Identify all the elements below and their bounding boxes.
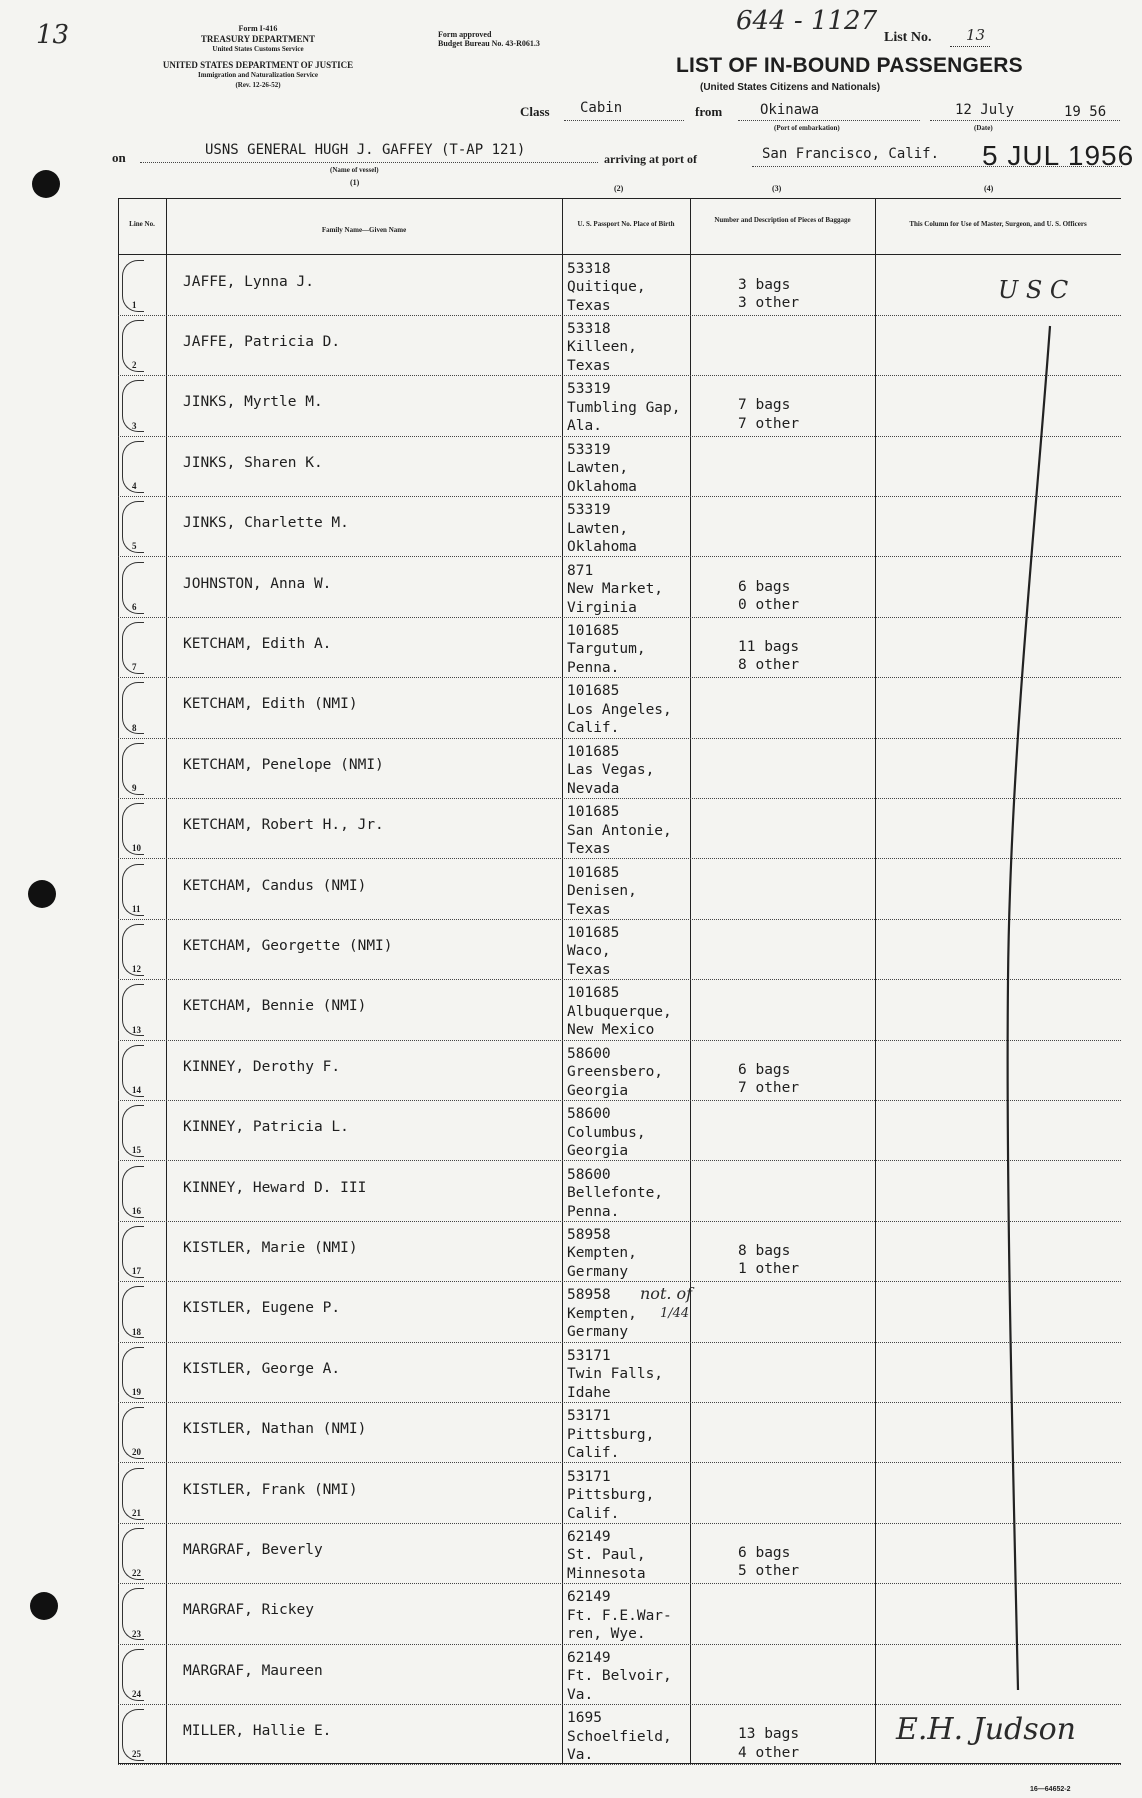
birthplace-line: Georgia <box>567 1082 629 1099</box>
baggage-line: 7 bags <box>738 397 791 414</box>
immigration-service: Immigration and Naturalization Service <box>198 71 318 79</box>
line-number: 22 <box>132 1568 141 1579</box>
from-label: from <box>695 104 723 119</box>
handwritten-note-row-18b: 1/44 <box>660 1306 690 1321</box>
baggage-line: 11 bags <box>738 638 800 655</box>
birthplace-line: Calif. <box>567 1445 620 1462</box>
passport-number: 101685 <box>567 743 620 760</box>
passenger-name: KETCHAM, Edith A. <box>183 635 332 652</box>
line-number: 7 <box>132 662 137 673</box>
document-title: LIST OF IN-BOUND PASSENGERS <box>676 54 1023 77</box>
passport-number: 1695 <box>567 1710 602 1727</box>
document-subtitle: (United States Citizens and Nationals) <box>700 82 881 93</box>
passenger-name: MILLER, Hallie E. <box>183 1723 332 1740</box>
birthplace-line: Ft. Belvoir, <box>567 1668 672 1685</box>
birthplace-line: Pittsburg, <box>567 1426 655 1443</box>
birthplace-line: Penna. <box>567 1203 620 1220</box>
header-officers: This Column for Use of Master, Surgeon, and U. S. Officers <box>909 220 1087 228</box>
form-number: Form I-416 <box>238 24 278 33</box>
class-label: Class <box>520 104 550 119</box>
line-number: 2 <box>132 360 137 371</box>
birthplace-line: Oklahoma <box>567 478 637 495</box>
baggage-line: 4 other <box>738 1744 800 1761</box>
officer-signature: E.H. Judson <box>896 1712 1076 1747</box>
baggage-line: 0 other <box>738 597 800 613</box>
handwritten-file-number: 644 - 1127 <box>736 6 878 36</box>
line-number: 8 <box>132 722 137 733</box>
column-number-3: (3) <box>772 184 782 193</box>
department-of-justice: UNITED STATES DEPARTMENT OF JUSTICE <box>162 60 354 70</box>
vessel-name: USNS GENERAL HUGH J. GAFFEY (T-AP 121) <box>205 142 526 158</box>
birthplace-line: St. Paul, <box>567 1547 646 1564</box>
passenger-name: KINNEY, Derothy F. <box>183 1058 341 1075</box>
arriving-label: arriving at port of <box>604 152 697 166</box>
handwritten-usc: U S C <box>998 276 1069 304</box>
baggage-line: 6 bags <box>738 578 791 595</box>
line-number: 20 <box>132 1447 141 1458</box>
birthplace-line: Greensbero, <box>567 1064 664 1081</box>
birthplace-line: Albuquerque, <box>567 1003 672 1020</box>
header-passport: U. S. Passport No. Place of Birth <box>577 220 675 228</box>
date-value: 12 July <box>955 102 1015 118</box>
line-number: 15 <box>132 1145 141 1156</box>
birthplace-line: Texas <box>567 961 611 978</box>
birthplace-line: Va. <box>567 1747 594 1764</box>
passenger-name: KETCHAM, Georgette (NMI) <box>183 937 393 954</box>
birthplace-line: Minnesota <box>567 1565 646 1582</box>
birthplace-line: Waco, <box>567 943 611 960</box>
passenger-name: KETCHAM, Edith (NMI) <box>183 696 358 713</box>
baggage-line: 5 other <box>738 1563 800 1580</box>
birthplace-line: Pittsburg, <box>567 1487 655 1503</box>
passenger-name: JINKS, Sharen K. <box>183 454 323 471</box>
list-number-label: List No. <box>884 30 932 45</box>
column-number-2: (2) <box>614 184 624 193</box>
arrival-port: San Francisco, Calif. <box>762 146 940 162</box>
line-number: 3 <box>132 420 137 431</box>
line-number: 11 <box>132 903 141 914</box>
birthplace-line: Tumbling Gap, <box>567 399 681 416</box>
passenger-name: KISTLER, Marie (NMI) <box>183 1239 358 1256</box>
birthplace-line: Idahe <box>567 1384 611 1401</box>
line-number: 17 <box>132 1266 141 1277</box>
birthplace-line: Targutum, <box>567 641 646 658</box>
birthplace-line: Ala. <box>567 418 602 435</box>
birthplace-line: Georgia <box>567 1143 629 1160</box>
passport-number: 53318 <box>567 320 611 337</box>
birthplace-line: Texas <box>567 357 611 374</box>
line-number: 4 <box>132 481 137 492</box>
line-number: 23 <box>132 1628 141 1639</box>
passport-number: 58600 <box>567 1106 611 1123</box>
birthplace-line: Texas <box>567 297 611 314</box>
birthplace-line: Columbus, <box>567 1124 646 1141</box>
birthplace-line: Germany <box>567 1324 629 1341</box>
birthplace-line: Killeen, <box>567 339 637 356</box>
baggage-line: 3 other <box>738 295 800 311</box>
date-caption: (Date) <box>974 124 993 132</box>
birthplace-line: Lawten, <box>567 460 629 477</box>
handwritten-note-row-18: not. of <box>640 1284 693 1303</box>
line-number: 24 <box>132 1689 141 1700</box>
passport-number: 53318 <box>567 260 611 277</box>
passport-number: 53319 <box>567 381 611 398</box>
passport-number: 53319 <box>567 441 611 458</box>
passenger-name: KISTLER, Frank (NMI) <box>183 1481 358 1498</box>
revision-date: (Rev. 12-26-52) <box>235 81 281 89</box>
birthplace-line: New Market, <box>567 581 664 597</box>
customs-service: United States Customs Service <box>212 45 304 53</box>
baggage-line: 3 bags <box>738 276 791 293</box>
passenger-name: KETCHAM, Bennie (NMI) <box>183 998 367 1015</box>
passenger-name: KETCHAM, Robert H., Jr. <box>183 817 384 834</box>
passport-number: 58958 <box>567 1287 611 1304</box>
birthplace-line: Denisen, <box>567 883 637 899</box>
passenger-name: JINKS, Charlette M. <box>183 515 349 532</box>
birthplace-line: Los Angeles, <box>567 701 672 718</box>
line-number: 21 <box>132 1507 141 1518</box>
birthplace-line: ren, Wye. <box>567 1626 646 1643</box>
column-number-1: (1) <box>350 178 360 187</box>
header-name: Family Name—Given Name <box>321 226 407 234</box>
birthplace-line: Texas <box>567 901 611 918</box>
passport-number: 58600 <box>567 1166 611 1183</box>
passenger-name: KISTLER, Eugene P. <box>183 1300 341 1317</box>
passport-number: 62149 <box>567 1528 611 1545</box>
passenger-name: JINKS, Myrtle M. <box>183 394 323 411</box>
arrival-stamp-date: 5 JUL 1956 <box>982 140 1135 171</box>
form-approved-line1: Form approved <box>438 30 492 39</box>
line-number: 1 <box>132 299 137 310</box>
passport-number: 58958 <box>567 1226 611 1243</box>
birthplace-line: Quitique, <box>567 279 646 295</box>
passport-number: 101685 <box>567 804 620 821</box>
passport-number: 101685 <box>567 622 620 639</box>
birthplace-line: Calif. <box>567 1505 620 1522</box>
passport-number: 101685 <box>567 924 620 941</box>
passport-number: 101685 <box>567 864 620 881</box>
passenger-name: KINNEY, Patricia L. <box>183 1119 349 1136</box>
birthplace-line: Calif. <box>567 720 620 737</box>
passport-number: 53319 <box>567 502 611 519</box>
passport-number: 62149 <box>567 1649 611 1666</box>
passenger-name: JAFFE, Patricia D. <box>183 333 341 350</box>
passport-number: 53171 <box>567 1468 611 1485</box>
baggage-line: 1 other <box>738 1261 800 1278</box>
header-baggage: Number and Description of Pieces of Baggage <box>714 216 851 224</box>
baggage-line: 8 bags <box>738 1242 791 1259</box>
passenger-name: KETCHAM, Penelope (NMI) <box>183 756 384 773</box>
port-of-embarkation-caption: (Port of embarkation) <box>774 124 840 132</box>
passport-number: 101685 <box>567 683 620 700</box>
treasury-department: TREASURY DEPARTMENT <box>200 34 316 44</box>
passport-number: 101685 <box>567 985 620 1002</box>
baggage-line: 6 bags <box>738 1544 791 1561</box>
birthplace-line: Nevada <box>567 780 620 797</box>
line-number: 18 <box>132 1326 141 1337</box>
birthplace-line: San Antonie, <box>567 822 672 839</box>
line-number: 10 <box>132 843 141 854</box>
passenger-name: MARGRAF, Maureen <box>183 1662 323 1679</box>
passport-number: 62149 <box>567 1589 611 1606</box>
baggage-line: 6 bags <box>738 1061 791 1078</box>
passport-number: 53171 <box>567 1408 611 1425</box>
form-approved-line2: Budget Bureau No. 43-R061.3 <box>438 39 540 48</box>
passenger-name: JAFFE, Lynna J. <box>183 273 314 290</box>
birthplace-line: Las Vegas, <box>567 762 655 779</box>
line-number: 5 <box>132 541 137 552</box>
vessel-caption: (Name of vessel) <box>330 166 379 174</box>
birthplace-line: New Mexico <box>567 1022 655 1039</box>
baggage-line: 8 other <box>738 657 800 674</box>
from-value: Okinawa <box>760 102 820 118</box>
on-label: on <box>112 150 126 165</box>
header-line-no: Line No. <box>129 220 155 228</box>
baggage-line: 7 other <box>738 1080 800 1097</box>
passenger-name: KINNEY, Heward D. III <box>183 1179 367 1196</box>
line-number: 12 <box>132 964 141 975</box>
birthplace-line: Bellefonte, <box>567 1185 664 1201</box>
passenger-name: MARGRAF, Rickey <box>183 1602 314 1619</box>
birthplace-line: Ft. F.E.War- <box>567 1607 672 1624</box>
passport-number: 53171 <box>567 1347 611 1364</box>
baggage-line: 13 bags <box>738 1726 800 1743</box>
column-number-4: (4) <box>984 184 994 193</box>
birthplace-line: Va. <box>567 1686 594 1703</box>
line-number: 9 <box>132 783 137 794</box>
year-value: 19 56 <box>1064 104 1107 120</box>
birthplace-line: Penna. <box>567 659 620 676</box>
birthplace-line: Lawten, <box>567 520 629 537</box>
line-number: 6 <box>132 601 137 612</box>
line-number: 13 <box>132 1024 141 1035</box>
birthplace-line: Virginia <box>567 599 637 616</box>
class-value: Cabin <box>580 100 623 116</box>
passenger-name: MARGRAF, Beverly <box>183 1541 323 1558</box>
passenger-name: KISTLER, Nathan (NMI) <box>183 1421 367 1438</box>
line-number: 14 <box>132 1085 141 1096</box>
passport-number: 58600 <box>567 1045 611 1062</box>
birthplace-line: Schoelfield, <box>567 1728 672 1745</box>
form-footer-code: 16—64652-2 <box>1030 1786 1071 1793</box>
passenger-name: JOHNSTON, Anna W. <box>183 575 332 592</box>
baggage-line: 7 other <box>738 415 800 432</box>
list-number-value: 13 <box>966 26 986 44</box>
line-number: 16 <box>132 1205 141 1216</box>
birthplace-line: Germany <box>567 1263 629 1280</box>
passenger-name: KETCHAM, Candus (NMI) <box>183 877 367 894</box>
birthplace-line: Kempten, <box>567 1245 637 1262</box>
corner-page-number: 13 <box>36 20 70 50</box>
birthplace-line: Kempten, <box>567 1305 637 1322</box>
birthplace-line: Twin Falls, <box>567 1366 664 1383</box>
passport-number: 871 <box>567 562 594 579</box>
line-number: 25 <box>132 1749 141 1760</box>
birthplace-line: Texas <box>567 841 611 858</box>
birthplace-line: Oklahoma <box>567 539 637 556</box>
line-number: 19 <box>132 1387 141 1398</box>
passenger-name: KISTLER, George A. <box>183 1360 341 1377</box>
